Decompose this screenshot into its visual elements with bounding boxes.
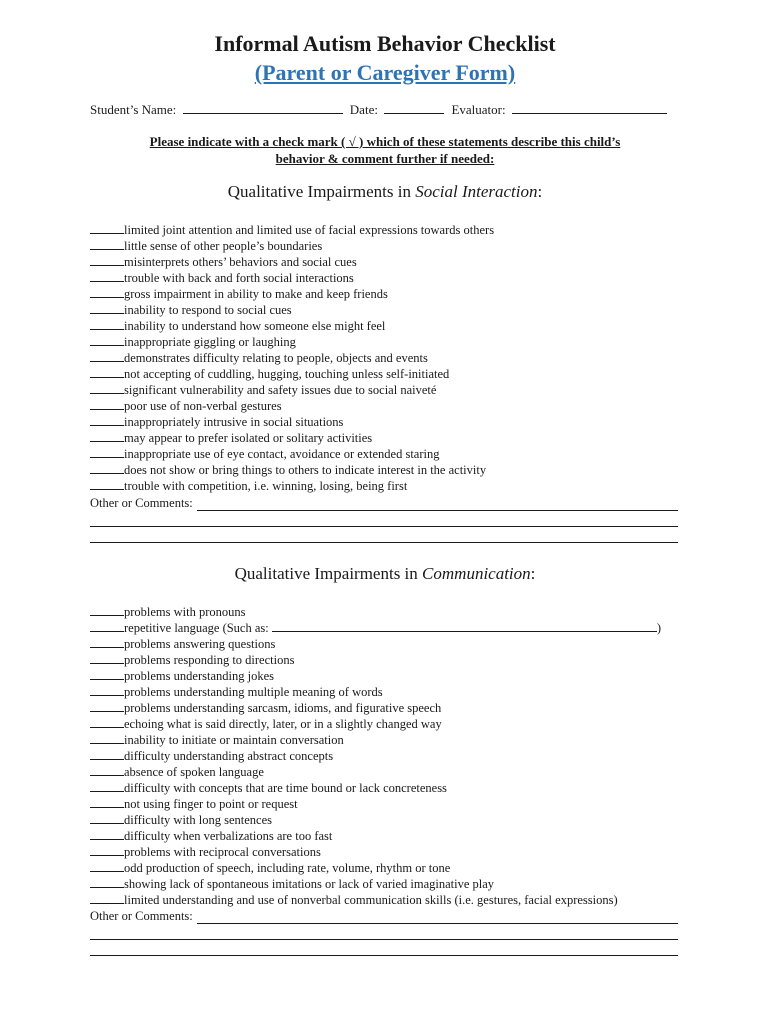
- list-item: [90, 430, 690, 446]
- check-blank[interactable]: [90, 430, 124, 442]
- check-blank[interactable]: [90, 668, 124, 680]
- check-blank[interactable]: [90, 860, 124, 872]
- list-item: [90, 334, 690, 350]
- check-blank[interactable]: [90, 302, 124, 314]
- evaluator-label: Evaluator:: [451, 102, 506, 117]
- item-text: inability to initiate or maintain conversation: [124, 733, 344, 747]
- list-item: [90, 270, 690, 286]
- check-blank[interactable]: [90, 716, 124, 728]
- communication-comments: [90, 908, 678, 956]
- comments-line[interactable]: [90, 943, 678, 956]
- item-text: limited joint attention and limited use of facial expressions towards others: [124, 223, 495, 237]
- item-text: problems with pronouns: [124, 605, 246, 619]
- list-item: [90, 254, 690, 270]
- check-blank[interactable]: [90, 844, 124, 856]
- list-item: [90, 302, 690, 318]
- list-item: [90, 812, 690, 828]
- check-blank[interactable]: [90, 684, 124, 696]
- instructions-line-1: Please indicate with a check mark ( √ ) which of these statements describe this child’s: [149, 134, 621, 149]
- item-text: showing lack of spontaneous imitations or lack of varied imaginative play: [124, 877, 495, 891]
- list-item: [90, 684, 690, 700]
- item-text: little sense of other people’s boundaries: [124, 239, 323, 253]
- social-interaction-heading: [0, 181, 770, 203]
- item-text: problems understanding jokes: [124, 669, 274, 683]
- instructions: [70, 133, 700, 167]
- check-blank[interactable]: [90, 334, 124, 346]
- list-item: [90, 478, 690, 494]
- item-text: difficulty with long sentences: [124, 813, 273, 827]
- instructions-line-2: behavior & comment further if needed:: [275, 151, 495, 166]
- item-text: demonstrates difficulty relating to people, objects and events: [124, 351, 428, 365]
- item-text: significant vulnerability and safety issues due to social naiveté: [124, 383, 437, 397]
- check-blank[interactable]: [90, 604, 124, 616]
- communication-heading: [0, 563, 770, 585]
- item-text: misinterprets others’ behaviors and social cues: [124, 255, 357, 269]
- form-subtitle: (Parent or Caregiver Form): [254, 60, 516, 85]
- item-text: odd production of speech, including rate, volume, rhythm or tone: [124, 861, 451, 875]
- check-blank[interactable]: [90, 366, 124, 378]
- list-item: [90, 668, 690, 684]
- list-item: [90, 446, 690, 462]
- list-item: [90, 350, 690, 366]
- item-text: inappropriately intrusive in social situations: [124, 415, 344, 429]
- check-blank[interactable]: [90, 796, 124, 808]
- check-blank[interactable]: [90, 414, 124, 426]
- list-item: [90, 620, 690, 636]
- check-blank[interactable]: [90, 620, 124, 632]
- comments-line[interactable]: [90, 927, 678, 940]
- comments-line[interactable]: [197, 498, 678, 511]
- heading-emphasis: Communication: [422, 564, 531, 583]
- heading-suffix: :: [537, 182, 543, 201]
- list-item: [90, 828, 690, 844]
- check-blank[interactable]: [90, 892, 124, 904]
- item-text: difficulty when verbalizations are too fast: [124, 829, 333, 843]
- student-name-field[interactable]: [183, 101, 343, 114]
- list-item: [90, 844, 690, 860]
- list-item: [90, 318, 690, 334]
- item-text: problems understanding multiple meaning of words: [124, 685, 383, 699]
- social-interaction-list: [90, 222, 690, 494]
- evaluator-field[interactable]: [512, 101, 667, 114]
- item-text: not accepting of cuddling, hugging, touching unless self-initiated: [124, 367, 450, 381]
- item-text: problems responding to directions: [124, 653, 295, 667]
- list-item: [90, 860, 690, 876]
- list-item: [90, 414, 690, 430]
- item-text-suffix: ): [656, 621, 662, 635]
- item-text: echoing what is said directly, later, or in a slightly changed way: [124, 717, 442, 731]
- check-blank[interactable]: [90, 812, 124, 824]
- list-item: [90, 700, 690, 716]
- check-blank[interactable]: [90, 748, 124, 760]
- communication-list: [90, 604, 690, 908]
- check-blank[interactable]: [90, 700, 124, 712]
- list-item: [90, 764, 690, 780]
- item-text: problems understanding sarcasm, idioms, and figurative speech: [124, 701, 442, 715]
- list-item: [90, 652, 690, 668]
- check-blank[interactable]: [90, 318, 124, 330]
- item-text: inappropriate use of eye contact, avoidance or extended staring: [124, 447, 440, 461]
- date-field[interactable]: [384, 101, 444, 114]
- comments-line[interactable]: [197, 911, 678, 924]
- list-item: [90, 604, 690, 620]
- check-blank[interactable]: [90, 446, 124, 458]
- heading-suffix: :: [530, 564, 536, 583]
- repetitive-language-example-field[interactable]: [272, 620, 657, 632]
- list-item: [90, 462, 690, 478]
- list-item: [90, 238, 690, 254]
- comments-line[interactable]: [90, 530, 678, 543]
- list-item: [90, 222, 690, 238]
- social-comments: [90, 495, 678, 543]
- list-item: [90, 398, 690, 414]
- check-blank[interactable]: [90, 222, 124, 234]
- heading-prefix: Qualitative Impairments in: [234, 564, 423, 583]
- item-text: trouble with competition, i.e. winning, losing, being first: [124, 479, 408, 493]
- check-blank[interactable]: [90, 382, 124, 394]
- check-blank[interactable]: [90, 780, 124, 792]
- list-item: [90, 286, 690, 302]
- item-text: gross impairment in ability to make and keep friends: [124, 287, 388, 301]
- item-text: inappropriate giggling or laughing: [124, 335, 296, 349]
- student-name-label: Student’s Name:: [90, 102, 177, 117]
- check-blank[interactable]: [90, 652, 124, 664]
- list-item: [90, 796, 690, 812]
- check-blank[interactable]: [90, 254, 124, 266]
- comments-label: Other or Comments:: [90, 496, 193, 510]
- check-blank[interactable]: [90, 876, 124, 888]
- item-text: inability to understand how someone else might feel: [124, 319, 386, 333]
- check-blank[interactable]: [90, 398, 124, 410]
- list-item: [90, 382, 690, 398]
- item-text: trouble with back and forth social interactions: [124, 271, 354, 285]
- item-text: inability to respond to social cues: [124, 303, 292, 317]
- item-text: difficulty understanding abstract concepts: [124, 749, 334, 763]
- check-blank[interactable]: [90, 238, 124, 250]
- item-text: repetitive language (Such as:: [124, 621, 269, 635]
- comments-line[interactable]: [90, 514, 678, 527]
- check-blank[interactable]: [90, 636, 124, 648]
- list-item: [90, 748, 690, 764]
- check-blank[interactable]: [90, 462, 124, 474]
- item-text: problems answering questions: [124, 637, 276, 651]
- list-item: [90, 636, 690, 652]
- check-blank[interactable]: [90, 350, 124, 362]
- heading-emphasis: Social Interaction: [415, 182, 538, 201]
- student-info-row: [90, 101, 690, 119]
- item-text: limited understanding and use of nonverbal communication skills (i.e. gestures, facial expressions): [124, 893, 618, 907]
- list-item: [90, 732, 690, 748]
- check-blank[interactable]: [90, 828, 124, 840]
- item-text: difficulty with concepts that are time bound or lack concreteness: [124, 781, 447, 795]
- date-label: Date:: [349, 102, 378, 117]
- heading-prefix: Qualitative Impairments in: [227, 182, 416, 201]
- check-blank[interactable]: [90, 732, 124, 744]
- check-blank[interactable]: [90, 286, 124, 298]
- check-blank[interactable]: [90, 764, 124, 776]
- list-item: [90, 366, 690, 382]
- list-item: [90, 780, 690, 796]
- list-item: [90, 716, 690, 732]
- item-text: problems with reciprocal conversations: [124, 845, 321, 859]
- comments-label: Other or Comments:: [90, 909, 193, 923]
- check-blank[interactable]: [90, 270, 124, 282]
- item-text: not using finger to point or request: [124, 797, 298, 811]
- item-text: may appear to prefer isolated or solitary activities: [124, 431, 373, 445]
- item-text: absence of spoken language: [124, 765, 264, 779]
- item-text: poor use of non-verbal gestures: [124, 399, 282, 413]
- page-title: Informal Autism Behavior Checklist: [214, 31, 556, 56]
- item-text: does not show or bring things to others to indicate interest in the activity: [124, 463, 487, 477]
- list-item: [90, 876, 690, 892]
- check-blank[interactable]: [90, 478, 124, 490]
- list-item: [90, 892, 690, 908]
